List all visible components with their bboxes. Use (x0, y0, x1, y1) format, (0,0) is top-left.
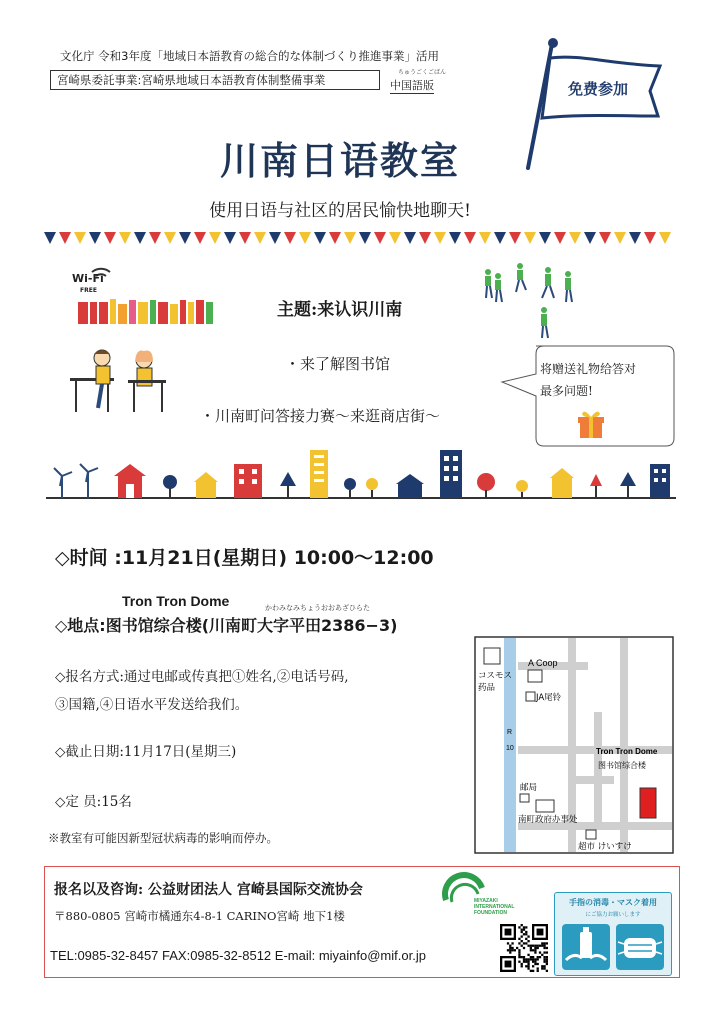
activity-item-library: ・来了解图书馆 (285, 355, 391, 373)
bunting-flag (554, 232, 566, 244)
bunting-flag (74, 232, 86, 244)
svg-text:FREE: FREE (80, 287, 97, 294)
town-office-marker (536, 800, 554, 812)
supermarket-marker (586, 830, 596, 839)
svg-text:R: R (507, 729, 513, 736)
contact-address: 〒880-0805 宮崎市橘通东4-8-1 CARINO宮崎 地下1楼 (54, 909, 345, 923)
svg-text:图书馆综合楼: 图书馆综合楼 (598, 761, 646, 770)
bunting-flag (314, 232, 326, 244)
svg-text:Wi-Fi: Wi-Fi (72, 272, 104, 285)
bunting-flag (419, 232, 431, 244)
bunting-flag (254, 232, 266, 244)
language-label: 中国語版 (390, 79, 434, 92)
activity-item-quiz: ・川南町问答接力赛〜来逛商店街〜 (200, 407, 441, 425)
qr-code-icon[interactable] (500, 924, 548, 972)
svg-text:10: 10 (506, 745, 514, 752)
language-ruby: ちゅうごくごばん (398, 69, 447, 76)
bunting-flag (134, 232, 146, 244)
svg-text:邮局: 邮局 (520, 783, 538, 793)
bunting-flag (344, 232, 356, 244)
hygiene-subtitle: にご協力お願いします (585, 912, 641, 918)
bunting-flag (524, 232, 536, 244)
svg-text:JA尾铃: JA尾铃 (536, 693, 562, 703)
bunting-flag (149, 232, 161, 244)
bunting-decoration (44, 230, 676, 246)
svg-text:药品: 药品 (478, 683, 496, 693)
bunting-flag (299, 232, 311, 244)
bubble-text: 将赠送礼物给答对 最多问题! (540, 362, 637, 398)
bunting-flag (209, 232, 221, 244)
bunting-flag (539, 232, 551, 244)
location-map (474, 636, 674, 854)
students-illustration (66, 348, 176, 416)
venue-ruby: かわみなみちょうおおあざひらた (265, 604, 370, 612)
venue-english-name: Tron Tron Dome (122, 593, 230, 609)
page-title: 川南日语教室 (219, 138, 460, 183)
bunting-flag (359, 232, 371, 244)
books-icon (78, 299, 213, 324)
bunting-flag (224, 232, 236, 244)
svg-text:南町政府办事处: 南町政府办事处 (518, 815, 578, 825)
deadline: ◇截止日期:11月17日(星期三) (55, 744, 237, 760)
bunting-flag (479, 232, 491, 244)
application-method-line2: ③国籍,④日语水平发送给我们。 (55, 697, 249, 713)
bunting-flag (329, 232, 341, 244)
svg-text:超市 けいすけ: 超市 けいすけ (578, 842, 632, 852)
wifi-icon (66, 266, 226, 328)
mif-logo (438, 878, 515, 918)
bunting-flag (659, 232, 671, 244)
bunting-flag (569, 232, 581, 244)
bunting-flag (494, 232, 506, 244)
bunting-flag (89, 232, 101, 244)
bunting-flag (449, 232, 461, 244)
cosmos-drugstore-marker (484, 648, 500, 664)
bunting-flag (629, 232, 641, 244)
svg-text:FOUNDATION: FOUNDATION (474, 910, 507, 916)
bunting-flag (374, 232, 386, 244)
ja-marker (526, 692, 535, 701)
application-method-line1: ◇报名方式:通过电邮或传真把①姓名,②电话号码, (55, 669, 349, 685)
hygiene-title: 手指の消毒・マスク着用 (569, 898, 657, 907)
bunting-flag (104, 232, 116, 244)
bunting-flag (434, 232, 446, 244)
bunting-flag (194, 232, 206, 244)
bunting-flag (389, 232, 401, 244)
contact-details: TEL:0985-32-8457 FAX:0985-32-8512 E-mail: miyainfo@mif.or.jp (50, 948, 426, 963)
contact-title: 报名以及咨询: 公益财团法人 宫崎县国际交流协会 (54, 882, 363, 898)
bunting-flag (404, 232, 416, 244)
acoop-marker (528, 670, 542, 682)
sanitizer-mask-icon (560, 922, 668, 972)
bunting-flag (284, 232, 296, 244)
bunting-flag (584, 232, 596, 244)
runners-illustration (478, 258, 583, 342)
svg-text:MIYAZAKI: MIYAZAKI (474, 898, 498, 904)
event-venue: ◇地点:图书馆综合楼(川南町大字平田2386−3) (55, 616, 398, 635)
bunting-flag (44, 232, 56, 244)
commission-box: 宮崎県委託事業:宮崎県地域日本語教育体制整備事業 (50, 70, 380, 90)
capacity: ◇定 员:15名 (55, 794, 132, 810)
funding-line: 文化庁 令和3年度「地域日本語教育の総合的な体制づくり推進事業」活用 (60, 49, 439, 63)
cancellation-note: ※教室有可能因新型冠状病毒的影响而停办。 (48, 831, 278, 845)
bunting-flag (119, 232, 131, 244)
topic-heading: 主题:来认识川南 (277, 300, 403, 320)
bunting-flag (179, 232, 191, 244)
flag-text: 免费参加 (567, 80, 629, 98)
svg-text:A Coop: A Coop (528, 658, 558, 668)
tron-tron-dome-marker (640, 788, 656, 818)
bunting-flag (509, 232, 521, 244)
page-subtitle: 使用日语与社区的居民愉快地聊天! (209, 201, 471, 221)
bunting-flag (644, 232, 656, 244)
bunting-flag (239, 232, 251, 244)
bunting-flag (599, 232, 611, 244)
svg-text:コスモス: コスモス (478, 671, 513, 681)
bunting-flag (164, 232, 176, 244)
bunting-flag (464, 232, 476, 244)
bunting-flag (59, 232, 71, 244)
bunting-flag (269, 232, 281, 244)
svg-text:INTERNATIONAL: INTERNATIONAL (474, 904, 515, 910)
event-time: ◇时间 :11月21日(星期日) 10:00〜12:00 (55, 547, 434, 569)
post-office-marker (520, 794, 529, 802)
bunting-flag (614, 232, 626, 244)
town-skyline-illustration (44, 446, 680, 502)
svg-text:Tron Tron Dome: Tron Tron Dome (596, 747, 658, 756)
windmill-icon (54, 464, 98, 498)
